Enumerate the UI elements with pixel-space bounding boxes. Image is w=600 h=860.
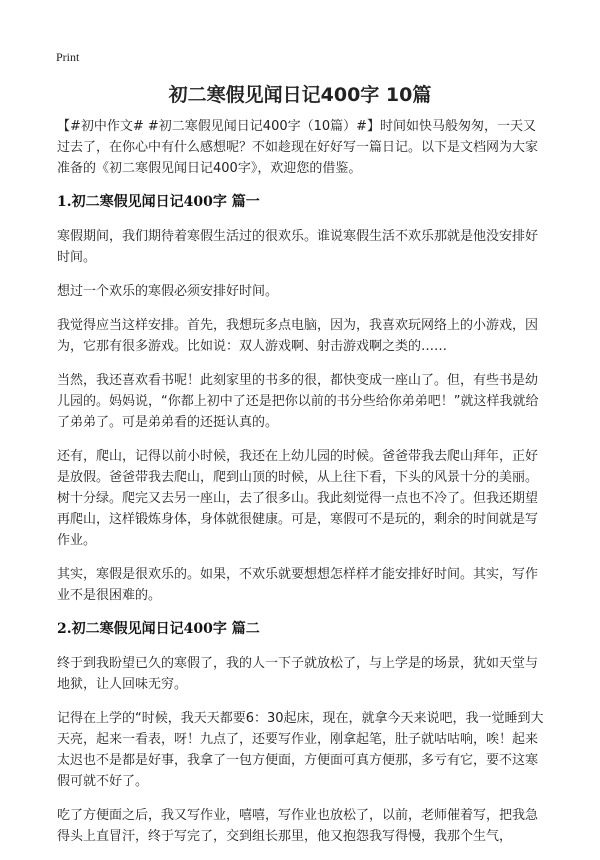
paragraph: 寒假期间，我们期待着寒假生活过的很欢乐。谁说寒假生活不欢乐那就是他没安排好时间。 bbox=[57, 229, 539, 265]
paragraph: 吃了方便面之后，我又写作业，嘻嘻，写作业也放松了，以前，老师催着写，把我急得头上直冒汗，终于写完了，交到组长那里，他又抱怨我写得慢，我那个生气， bbox=[57, 808, 539, 844]
section-heading: 1.初二寒假见闻日记400字 篇一 bbox=[57, 194, 260, 210]
paragraph: 想过一个欢乐的寒假必须安排好时间。 bbox=[57, 284, 279, 299]
section-heading: 2.初二寒假见闻日记400字 篇二 bbox=[57, 621, 260, 637]
paragraph: 我觉得应当这样安排。首先，我想玩多点电脑，因为，我喜欢玩网络上的小游戏，因为，它那有很多游戏。比如说：双人游戏啊、射击游戏啊之类的…… bbox=[57, 318, 539, 354]
intro-paragraph: 【#初中作文# #初二寒假见闻日记400字（10篇）#】时间如快马般匆匆，一天又过去了，在你心中有什么感想呢？不如趁现在好好写一篇日记。以下是文档网为大家准备的《初二寒假见闻日记400字》，欢迎您的借鉴。 bbox=[57, 119, 539, 176]
print-link[interactable]: Print bbox=[56, 50, 80, 64]
paragraph: 当然，我还喜欢看书呢！此刻家里的书多的很，都快变成一座山了。但，有些书是幼儿园的。妈妈说，“你都上初中了还是把你以前的书分些给你弟弟吧！”就这样我就给了弟弟了。可是弟弟看的还挺认真的。 bbox=[57, 373, 539, 430]
paragraph: 记得在上学的“时候，我天天都要6：30起床，现在，就拿今天来说吧，我一觉睡到大天亮，起来一看表，呀！九点了，还要写作业，刚拿起笔，肚子就咕咕响，唉！起来太迟也不是都是好事，我拿了一包方便面，方便面可真方便那，多亏有它，要不这寒假可就不好了。 bbox=[57, 711, 544, 789]
page-title: 初二寒假见闻日记400字 10篇 bbox=[168, 84, 432, 106]
paragraph: 终于到我盼望已久的寒假了，我的人一下子就放松了，与上学是的场景，犹如天堂与地狱，让人回味无穷。 bbox=[57, 656, 539, 692]
paragraph: 其实，寒假是很欢乐的。如果，不欢乐就要想想怎样样才能安排好时间。其实，写作业不是很困难的。 bbox=[57, 567, 539, 603]
article-body bbox=[57, 116, 545, 860]
paragraph: 还有，爬山，记得以前小时候，我还在上幼儿园的时候。爸爸带我去爬山拜年，正好是放假。爸爸带我去爬山，爬到山顶的时候，从上往下看，下头的风景十分的美丽。树十分绿。爬完又去另一座山，去了很多山。我此刻觉得一点也不冷了。但我还期望再爬山，这样锻炼身体，身体就很健康。可是，寒假可不是玩的，剩余的时间就是写作业。 bbox=[57, 449, 539, 548]
